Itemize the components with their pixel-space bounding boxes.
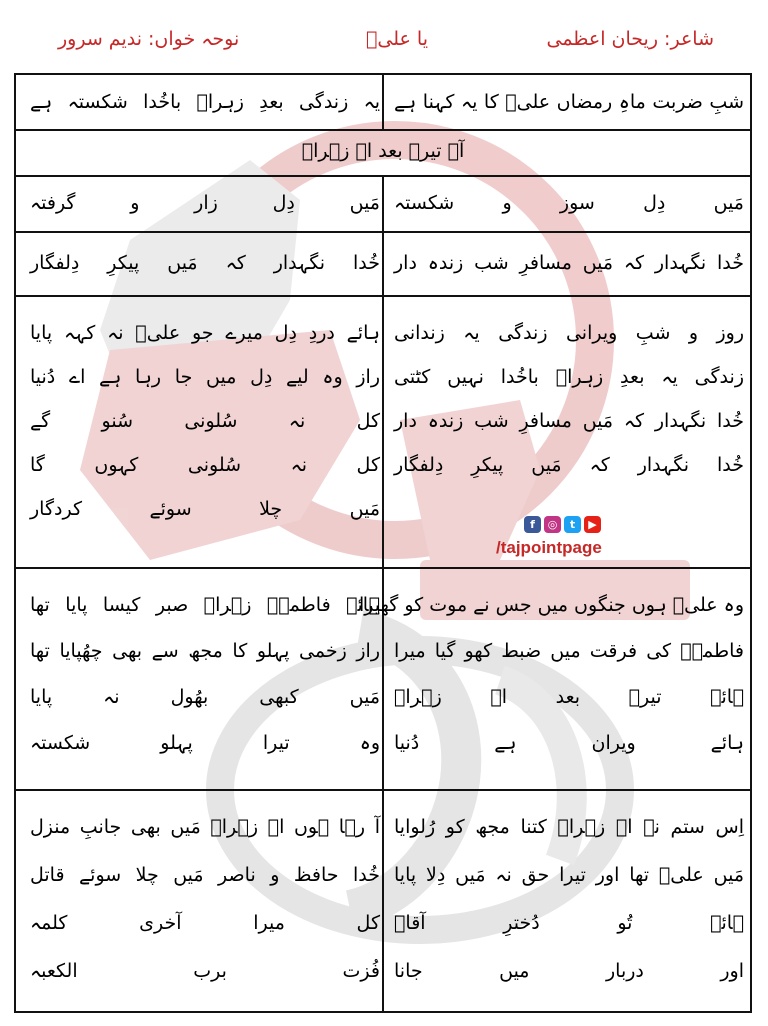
stanza4-left-line: آ رہا ہوں اے زہراؑ مَیں بھی جانبِ منزل — [30, 816, 380, 838]
stanza4-right-line: مَیں علیؑ تھا اور تیرا حق نہ مَیں دِلا پایا — [394, 864, 744, 886]
stanza4-left-line: کل میرا آخری کلمہ — [30, 912, 380, 934]
stanza1-right-line: خُدا نگہدار کہ مَیں مسافرِ شب زندہ دار — [394, 252, 744, 274]
website-link: /tajpointpage — [496, 538, 602, 557]
stanza4-right-line: ہائے تُو دُخترِ آقاؐ — [394, 912, 744, 934]
stanza2-right-line: روز و شبِ ویرانی زندگی یہ زندانی — [394, 322, 744, 344]
stanza1-left-line: خُدا نگہدار کہ مَیں پیکرِ دِلفگار — [30, 252, 380, 274]
stanza3-left-line: راز زخمی پہلو کا مجھ سے بھی چھُپایا تھا — [30, 640, 380, 662]
lyrics-table — [14, 73, 752, 1013]
stanza3-right-line: وہ علیؑ ہوں جنگوں میں جس نے موت کو گھیرا — [359, 594, 744, 616]
stanza2-right-line: خُدا نگہدار کہ مَیں پیکرِ دِلفگار — [394, 454, 744, 476]
social-icons — [524, 516, 601, 533]
youtube-icon: ▶ — [584, 516, 601, 533]
stanza4-right-line: اور دربار میں جانا — [394, 960, 744, 982]
twitter-icon: t — [564, 516, 581, 533]
intro-left: یہ زندگی بعدِ زہراؑ باخُدا شکستہ ہے — [30, 91, 380, 113]
stanza2-right-line: خُدا نگہدار کہ مَیں مسافرِ شب زندہ دار — [394, 410, 744, 432]
stanza2-left-line: راز وہ لیے دِل میں جا رہا ہے اے دُنیا — [30, 366, 380, 388]
facebook-icon: f — [524, 516, 541, 533]
stanza2-left-line: ہائے دردِ دِل میرے جو علیؑ نہ کہہ پایا — [30, 322, 380, 344]
stanza2-left-line: کل نہ سُلونی سُنو گے — [30, 410, 380, 432]
divider — [16, 129, 750, 131]
instagram-icon: ◎ — [544, 516, 561, 533]
stanza3-right-line: ہائے ویران ہے دُنیا — [394, 732, 744, 754]
stanza1-right-line: مَیں دِل سوز و شکستہ — [394, 192, 744, 214]
stanza4-left-line: خُدا حافظ و ناصر مَیں چلا سوئے قاتل — [30, 864, 380, 886]
stanza4-right-line: اِس ستم نے اے زہراؑ کتنا مجھ کو رُلوایا — [394, 816, 744, 838]
stanza3-left-line: مَیں کبھی بھُول نہ پایا — [30, 686, 380, 708]
stanza2-left-line: مَیں چلا سوئے کردگار — [30, 498, 380, 520]
stanza2-left-line: کل نہ سُلونی کہوں گا — [30, 454, 380, 476]
poet-credit: شاعر: ریحان اعظمی — [546, 28, 714, 50]
reciter-credit: نوحہ خواں: ندیم سرور — [58, 28, 240, 50]
stanza3-right-line: فاطمہؑ کی فرقت میں ضبط کھو گیا میرا — [394, 640, 744, 662]
stanza4-left-line: فُزت برب الکعبہ — [30, 960, 380, 982]
stanza3-left-line: وہ تیرا پہلو شکستہ — [30, 732, 380, 754]
divider — [382, 75, 384, 129]
header — [0, 28, 768, 64]
page-title: یا علیؑ — [366, 28, 428, 50]
stanza1-left-line: مَیں دِل زار و گرفتہ — [30, 192, 380, 214]
stanza3-right-line: ہائے تیرے بعد اے زہراؑ — [394, 686, 744, 708]
stanza2-right-line: زندگی یہ بعدِ زہراؑ باخُدا نہیں کٹتی — [394, 366, 744, 388]
stanza3-left-line: ہائے فاطمہؑ زہراؑ صبر کیسا پایا تھا — [30, 594, 380, 616]
refrain: آہ تیرے بعد اے زہراؑ — [301, 140, 465, 162]
intro-right: شبِ ضربت ماہِ رمضاں علیؑ کا یہ کہنا ہے — [394, 91, 744, 113]
